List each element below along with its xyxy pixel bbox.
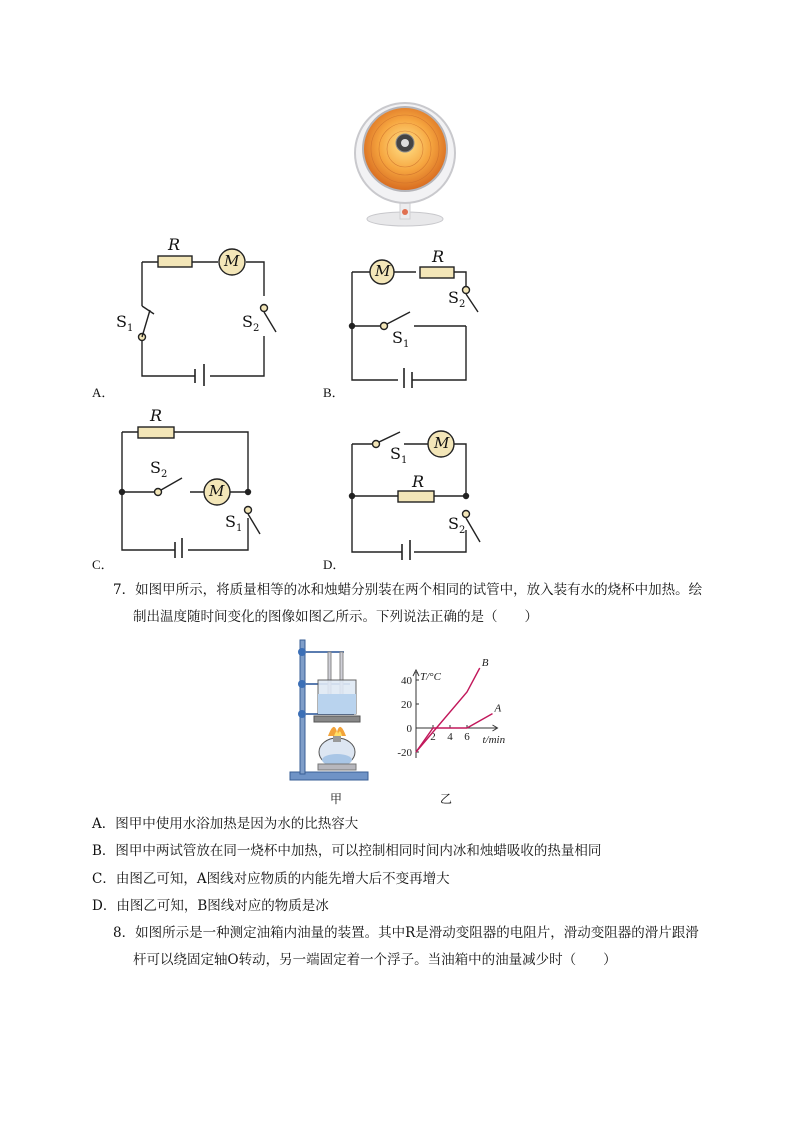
y-axis-label: T/°C	[420, 671, 441, 683]
label-r: R	[150, 406, 163, 425]
series-label-a: A	[494, 702, 502, 715]
series-label-b: B	[481, 657, 489, 669]
label-r: R	[412, 472, 425, 491]
y-tick-label: 20	[401, 699, 412, 711]
circuit-b	[340, 248, 490, 388]
q7-stem-line1: 7．如图甲所示，将质量相等的冰和烛蜡分别装在两个相同的试管中，放入装有水的烧杯中加热。绘	[113, 582, 703, 598]
label-r: R	[168, 235, 181, 254]
label-s2: $S_2$	[150, 458, 168, 481]
q7-option-c[interactable]: C．由图乙可知，A图线对应物质的内能先增大后不变再增大	[92, 871, 450, 887]
option-c-label[interactable]: C．	[92, 557, 114, 572]
x-axis-label: t/min	[482, 734, 506, 746]
q7-option-b[interactable]: B．图甲中两试管放在同一烧杯中加热，可以控制相同时间内冰和烛蜡吸收的热量相同	[92, 843, 602, 859]
x-tick-label: 4	[447, 731, 453, 743]
label-m: M	[224, 252, 240, 270]
q8-stem-line1: 8．如图所示是一种测定油箱内油量的装置。其中R是滑动变阻器的电阻片，滑动变阻器的滑片跟滑	[113, 925, 699, 941]
temperature-chart	[380, 640, 530, 770]
fig-right-caption: 乙	[440, 792, 453, 806]
label-s2: $S_2$	[448, 514, 466, 537]
q7-option-a[interactable]: A．图甲中使用水浴加热是因为水的比热容大	[92, 816, 359, 832]
label-s1: $S_1$	[392, 328, 410, 351]
x-tick-label: 6	[464, 731, 470, 743]
x-tick-label: 2	[430, 731, 436, 743]
label-m: M	[434, 434, 450, 452]
fig-left-caption: 甲	[330, 792, 343, 806]
heater-image	[350, 95, 460, 230]
temperature-chart-svg	[380, 640, 530, 770]
label-s2: $S_2$	[448, 288, 466, 311]
label-r: R	[432, 247, 445, 266]
option-d-label[interactable]: D．	[323, 557, 346, 572]
label-s1: $S_1$	[225, 512, 243, 535]
circuit-c	[110, 408, 280, 558]
y-tick-label: 0	[406, 723, 412, 735]
option-a-label[interactable]: A．	[92, 385, 115, 400]
label-s1: $S_1$	[390, 444, 408, 467]
q7-option-d[interactable]: D．由图乙可知，B图线对应的物质是冰	[92, 898, 329, 914]
series-line-a	[416, 714, 493, 752]
y-tick-label: -20	[397, 747, 412, 759]
y-tick-label: 40	[401, 675, 412, 687]
circuit-d	[340, 420, 490, 560]
lab-apparatus-figure	[288, 636, 378, 786]
option-b-label[interactable]: B．	[323, 385, 345, 400]
label-m: M	[375, 262, 391, 280]
label-s2: $S_2$	[242, 312, 260, 335]
label-s1: $S_1$	[116, 312, 134, 335]
circuit-a	[110, 236, 280, 386]
label-m: M	[209, 482, 225, 500]
q7-stem-line2: 制出温度随时间变化的图像如图乙所示。下列说法正确的是（ ）	[133, 609, 538, 625]
q8-stem-line2: 杆可以绕固定轴O转动，另一端固定着一个浮子。当油箱中的油量减少时（ ）	[133, 952, 617, 968]
